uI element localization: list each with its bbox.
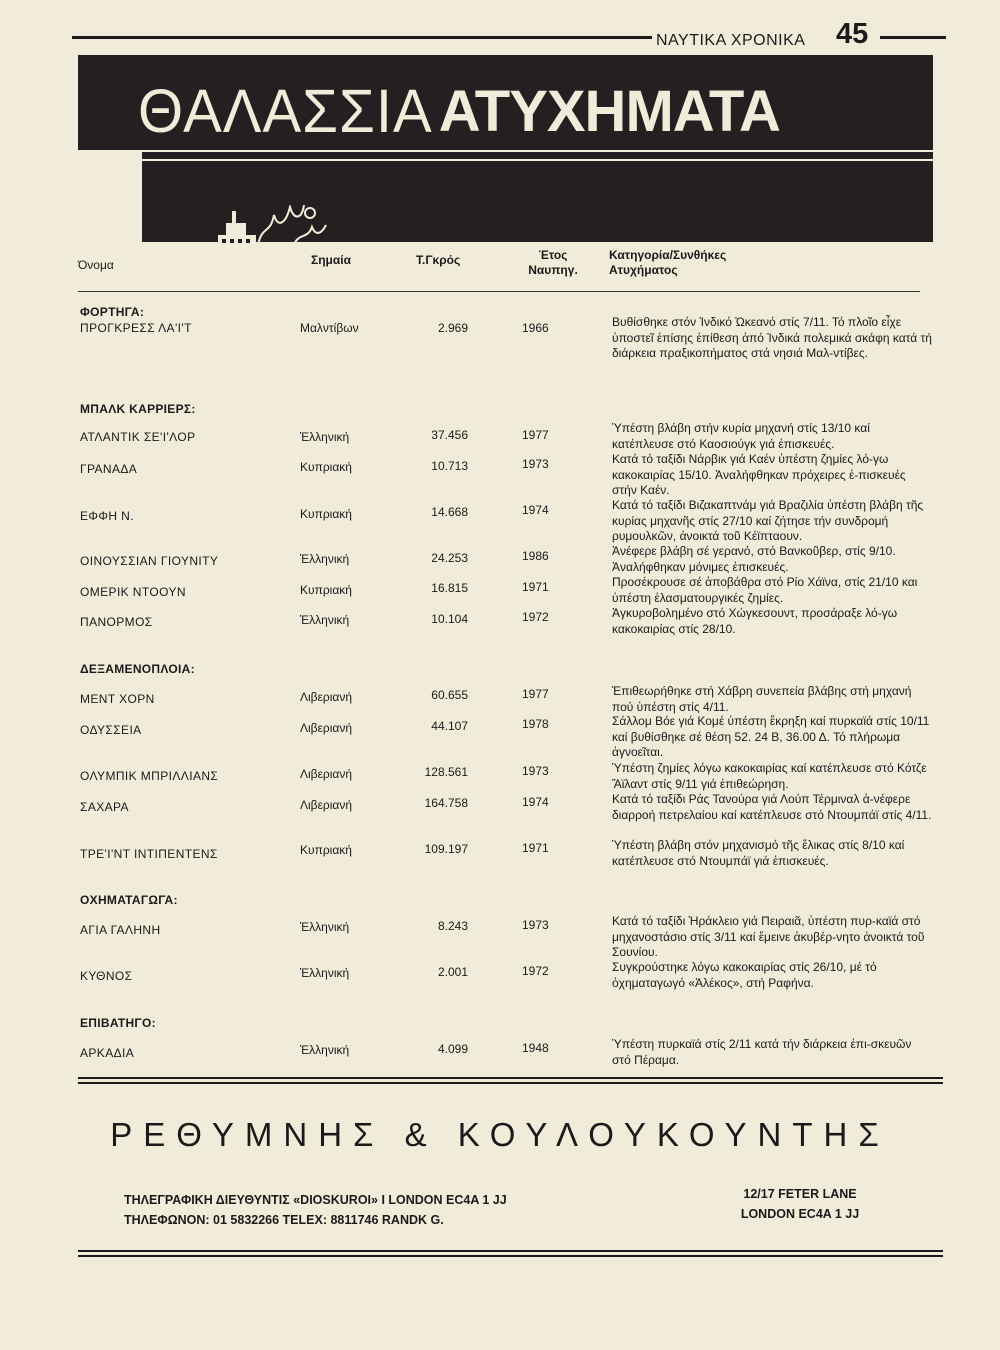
vessel-year: 1978 <box>522 717 549 731</box>
banner-title-light: ΘΑΛΑΣΣΙΑ <box>138 77 433 146</box>
table-header <box>78 246 938 292</box>
vessel-gross-tonnage: 16.815 <box>431 581 468 595</box>
vessel-year: 1973 <box>522 457 549 471</box>
category-label-ferries: ΟΧΗΜΑΤΑΓΩΓΑ: <box>80 893 178 907</box>
column-header-year-line2: Ναυπηγ. <box>528 263 578 277</box>
vessel-year: 1972 <box>522 610 549 624</box>
accident-description: Συγκρούστηκε λόγω κακοκαιρίας στίς 26/10, μέ τό ὀχηματαγωγό «Ἀλέκος», στή Ραφήνα. <box>612 960 877 990</box>
vessel-name: ΑΡΚΑΔΙΑ <box>80 1046 135 1060</box>
company-name: ΡΕΘΥΜΝΗΣ & ΚΟΥΛΟΥΚΟΥΝΤΗΣ <box>110 1116 890 1153</box>
column-header-year-line1: Έτος <box>538 248 568 262</box>
column-header-accident-line1: Κατηγορία/Συνθήκες <box>609 248 727 262</box>
accident-description: Ἐπιθεωρήθηκε στή Χάβρη συνεπεία βλάβης στή μηχανή πού ὑπέστη στίς 4/11. <box>612 684 912 714</box>
accident-description: Προσέκρουσε σέ ἀποβάθρα στό Ρίο Χάϊνα, στίς 21/10 και ὑπέστη ἐλασματουργικές ζημίες. <box>612 575 918 605</box>
rule-line <box>78 1255 943 1257</box>
column-header-flag: Σημαία <box>311 253 351 267</box>
vessel-year: 1974 <box>522 503 549 517</box>
vessel-gross-tonnage: 2.001 <box>437 965 468 979</box>
vessel-flag: Λιβεριανή <box>300 767 353 781</box>
vessel-year: 1974 <box>522 795 549 809</box>
vessel-year: 1973 <box>522 764 549 778</box>
accident-description: Ὑπέστη πυρκαϊά στίς 2/11 κατά τήν διάρκεια ἐπι-σκευῶν στό Πέραμα. <box>612 1037 912 1067</box>
accident-description: Βυθίσθηκε στόν Ἰνδικό Ὠκεανό στίς 7/11. Τό πλοῖο εἶχε ὑποστεῖ ἐπίσης ἐπίθεση ἀπό Ἰνδικά πολεμικά σκάφη κατά τή διάρκεια πραξικοπήματος στά νησιά Μαλ-ντίβες. <box>612 315 932 360</box>
vessel-name: ΠΡΟΓΚΡΕΣΣ ΛΑ'Ι'Τ <box>80 321 192 335</box>
vessel-gross-tonnage: 128.561 <box>424 765 468 779</box>
vessel-name: ΑΓΙΑ ΓΑΛΗΝΗ <box>80 923 161 937</box>
vessel-name: ΜΕΝΤ ΧΟΡΝ <box>80 692 155 706</box>
vessel-name: ΟΔΥΣΣΕΙΑ <box>80 723 142 737</box>
vessel-gross-tonnage: 37.456 <box>431 428 468 442</box>
vessel-flag: Κυπριακή <box>300 843 352 857</box>
vessel-year: 1977 <box>522 687 549 701</box>
vessel-flag: Ἑλληνική <box>300 920 350 934</box>
telegraph-address: ΤΗΛΕΓΡΑΦΙΚΗ ΔΙΕΥΘΥΝΤΙΣ «DIOSKUROI» I LONDON EC4A 1 JJ <box>124 1193 507 1207</box>
vessel-gross-tonnage: 14.668 <box>431 505 468 519</box>
vessel-name: ΓΡΑΝΑΔΑ <box>80 462 138 476</box>
category-label-bulk-carriers: ΜΠΑΛΚ ΚΑΡΡΙΕΡΣ: <box>80 402 196 416</box>
running-header <box>72 14 946 50</box>
page-number: 45 <box>836 18 869 50</box>
accident-description: Ὑπέστη ζημίες λόγω κακοκαιρίας καί κατέπλευσε στό Κότζε Ἄϊλαντ στίς 9/11 γιά ἐπιθεώρηση. <box>612 761 927 791</box>
vessel-year: 1972 <box>522 964 549 978</box>
vessel-name: ΟΛΥΜΠΙΚ ΜΠΡΙΛΛΙΑΝΣ <box>80 769 219 783</box>
rule-line <box>78 1077 943 1079</box>
vessel-gross-tonnage: 44.107 <box>431 719 468 733</box>
section-banner <box>78 55 933 240</box>
accident-description: Κατά τό ταξίδι Βιζακαπτνάμ γιά Βραζιλία ὑπέστη βλάβη τῆς κυρίας μηχανῆς στίς 27/10 καί ζήτησε τήν συνδρομή ρυμουλκῶν, ἀνοικτά τοῦ Κέϊπταουν. <box>612 498 924 543</box>
banner-title <box>138 79 780 145</box>
accident-description: Σάλλομ Βόε γιά Κομέ ὑπέστη ἔκρηξη καί πυρκαϊά στίς 10/11 καί βυθίσθηκε σέ θέση 52. 24 Β, 36.00 Δ. Τό πλήρωμα ἀγνοεῖται. <box>612 714 930 759</box>
vessel-name: ΤΡΕ'Ι'ΝΤ ΙΝΤΙΠΕΝΤΕΝΣ <box>80 847 218 861</box>
header-rule-left <box>72 36 652 39</box>
category-label-cargo: ΦΟΡΤΗΓΑ: <box>80 305 145 319</box>
column-header-year <box>520 248 586 278</box>
category-label-passenger: ΕΠΙΒΑΤΗΓΟ: <box>80 1016 156 1030</box>
address-line-1: 12/17 FETER LANE <box>743 1187 857 1201</box>
accident-description: Ὑπέστη βλάβη στόν μηχανισμό τῆς ἕλικας στίς 8/10 καί κατέπλευσε στό Ντουμπάϊ γιά ἐπισκευές. <box>612 838 905 868</box>
vessel-year: 1948 <box>522 1041 549 1055</box>
vessel-year: 1971 <box>522 841 549 855</box>
vessel-gross-tonnage: 10.713 <box>431 459 468 473</box>
vessel-flag: Ἑλληνική <box>300 613 350 627</box>
table-bottom-rules <box>78 1077 943 1087</box>
vessel-gross-tonnage: 2.969 <box>437 321 468 335</box>
vessel-gross-tonnage: 4.099 <box>437 1042 468 1056</box>
accident-description: Κατά τό ταξίδι Ἡράκλειο γιά Πειραιᾶ, ὑπέστη πυρ-καϊά στό μηχανοστάσιο στίς 3/11 καί ἔμεινε ἀκυβέρ-νητο ἀνοικτά τοῦ Σουνίου. <box>612 914 925 959</box>
accident-description: Ἀνέφερε βλάβη σέ γερανό, στό Βανκοῦβερ, στίς 9/10. Ἀναλήφθηκαν μόνιμες ἐπισκευές. <box>612 544 896 574</box>
vessel-name: ΟΜΕΡΙΚ ΝΤΟΟΥΝ <box>80 585 186 599</box>
column-header-name: Όνομα <box>78 258 114 272</box>
vessel-gross-tonnage: 60.655 <box>431 688 468 702</box>
column-header-accident-line2: Ατυχήματος <box>609 263 678 277</box>
vessel-flag: Κυπριακή <box>300 583 352 597</box>
column-header-gross-tonnage: Τ.Γκρός <box>416 253 461 267</box>
vessel-gross-tonnage: 10.104 <box>431 612 468 626</box>
vessel-flag: Κυπριακή <box>300 460 352 474</box>
rule-line <box>78 1082 943 1084</box>
vessel-gross-tonnage: 164.758 <box>424 796 468 810</box>
vessel-flag: Ἑλληνική <box>300 1043 350 1057</box>
advert-bottom-rules <box>78 1250 943 1260</box>
banner-rule <box>138 159 933 161</box>
phone-telex: ΤΗΛΕΦΩΝΟΝ: 01 5832266 TELEX: 8811746 RANDK G. <box>124 1213 444 1227</box>
vessel-gross-tonnage: 109.197 <box>424 842 468 856</box>
postal-address <box>730 1184 870 1224</box>
vessel-year: 1966 <box>522 321 549 335</box>
column-header-accident <box>609 248 726 278</box>
vessel-flag: Κυπριακή <box>300 507 352 521</box>
accident-description: Κατά τό ταξίδι Ράς Τανούρα γιά Λούπ Τέρμιναλ ἀ-νέφερε διαρροή πετρελαίου καί κατέπλευσε στό Ντουμπάϊ στίς 4/11. <box>612 792 932 822</box>
vessel-year: 1971 <box>522 580 549 594</box>
vessel-flag: Ἑλληνική <box>300 966 350 980</box>
table-header-rule <box>78 291 920 292</box>
vessel-name: ΟΙΝΟΥΣΣΙΑΝ ΓΙΟΥΝΙΤΥ <box>80 554 219 568</box>
vessel-name: ΑΤΛΑΝΤΙΚ ΣΕ'Ι'ΛΟΡ <box>80 430 196 444</box>
vessel-gross-tonnage: 24.253 <box>431 551 468 565</box>
accident-description: Ὑπέστη βλάβη στήν κυρία μηχανή στίς 13/10 καί κατέπλευσε στό Καοσιούγκ γιά ἐπισκευές. <box>612 421 870 451</box>
category-label-tankers: ΔΕΞΑΜΕΝΟΠΛΟΙΑ: <box>80 662 195 676</box>
vessel-year: 1973 <box>522 918 549 932</box>
vessel-year: 1977 <box>522 428 549 442</box>
vessel-flag: Μαλντίβων <box>300 321 359 335</box>
vessel-gross-tonnage: 8.243 <box>437 919 468 933</box>
vessel-name: ΠΑΝΟΡΜΟΣ <box>80 615 153 629</box>
vessel-flag: Ἑλληνική <box>300 430 350 444</box>
vessel-name: ΚΥΘΝΟΣ <box>80 969 133 983</box>
contact-block <box>124 1190 507 1230</box>
vessel-flag: Ἑλληνική <box>300 552 350 566</box>
magazine-title: ΝΑΥΤΙΚΑ ΧΡΟΝΙΚΑ <box>656 32 806 49</box>
banner-title-bold: ΑΤΥΧΗΜΑΤΑ <box>438 79 780 144</box>
vessel-name: ΕΦΦΗ Ν. <box>80 509 134 523</box>
header-rule-right <box>880 36 946 39</box>
vessel-flag: Λιβεριανή <box>300 798 353 812</box>
accident-description: Κατά τό ταξίδι Νάρβικ γιά Καέν ὑπέστη ζημίες λό-γω κακοκαιρίας 15/10. Ἀναλήφθηκαν πρόχειρες ἐ-πισκευές στήν Καέν. <box>612 452 906 497</box>
vessel-flag: Λιβεριανή <box>300 721 353 735</box>
rule-line <box>78 1250 943 1252</box>
address-line-2: LONDON EC4A 1 JJ <box>740 1207 860 1221</box>
vessel-flag: Λιβεριανή <box>300 690 353 704</box>
vessel-year: 1986 <box>522 549 549 563</box>
vessel-name: ΣΑΧΑΡΑ <box>80 800 129 814</box>
accident-description: Ἀγκυροβολημένο στό Χώγκεσουντ, προσάραξε λό-γω κακοκαιρίας στίς 28/10. <box>612 606 898 636</box>
